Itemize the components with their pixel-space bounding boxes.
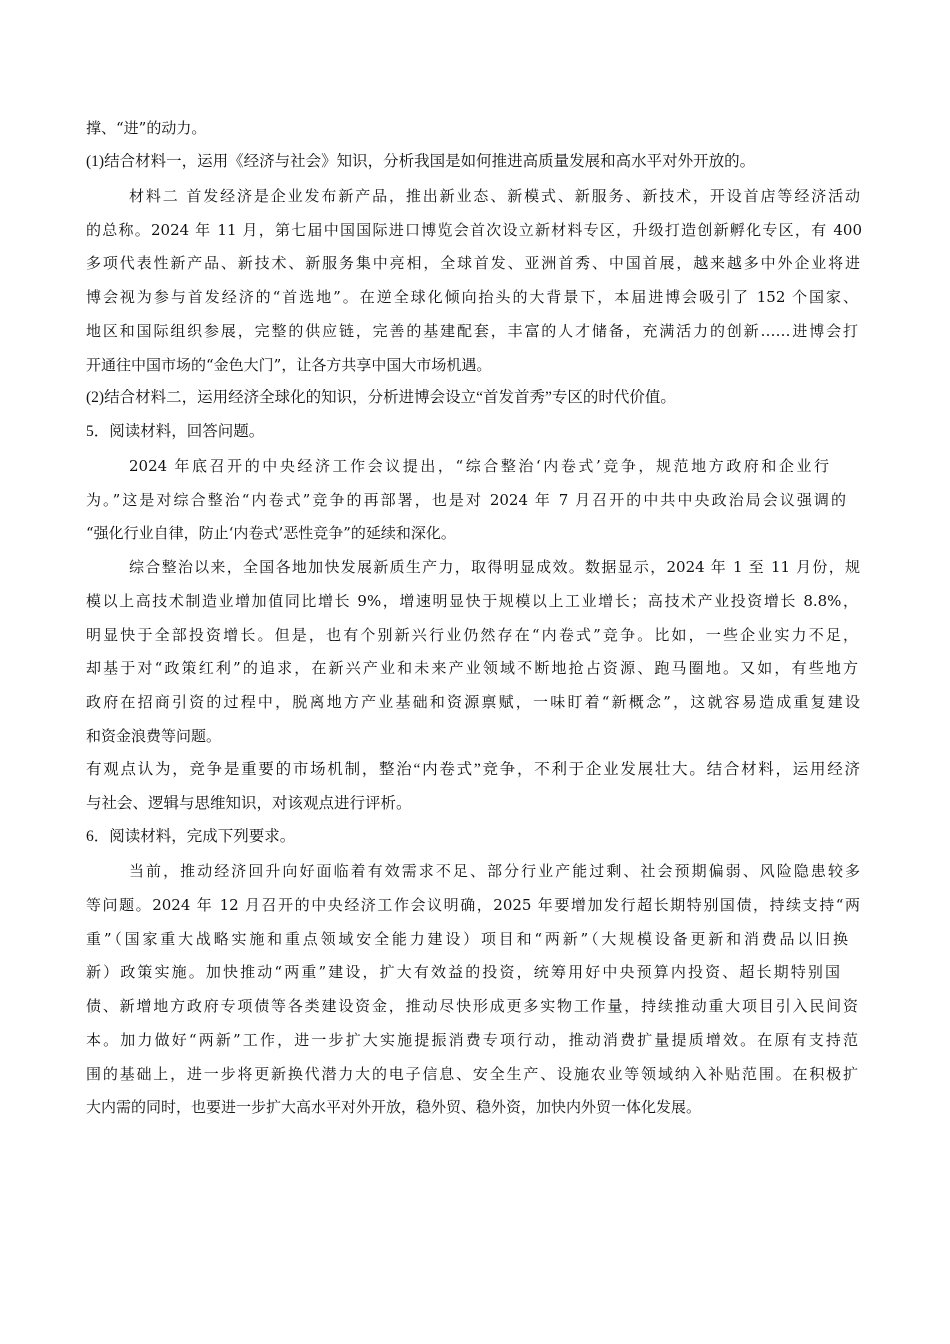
question-5-prompt: 有观点认为，竞争是重要的市场机制，整治“内卷式”竞争，不利于企业发展壮大。结合材料，运用经济	[86, 761, 860, 778]
paragraph-line: 和资金浪费等问题。	[86, 727, 222, 745]
paragraph-line: 政府在招商引资的过程中，脱离地方产业基础和资源禀赋，一味盯着“新概念”，这就容易造成重复建设	[86, 693, 860, 711]
question-5-prompt: 与社会、逻辑与思维知识，对该观点进行评析。	[86, 795, 412, 812]
paragraph-line: 明显快于全部投资增长。但是，也有个别新兴行业仍然存在“内卷式”竞争。比如，一些企业实力不足，	[86, 626, 858, 644]
paragraph-line: 模以上高技术制造业增加值同比增长 9%，增速明显快于规模以上工业增长；高技术产业投资增长 8.8%，	[86, 592, 858, 610]
material-2-line: 材料二 首发经济是企业发布新产品，推出新业态、新模式、新服务、新技术，开设首店等经济活动	[129, 187, 860, 205]
material-2-line: 地区和国际组织参展，完整的供应链，完善的基建配套，丰富的人才储备，充满活力的创新……进博会打	[86, 322, 858, 340]
question-6-heading: 6．阅读材料，完成下列要求。	[86, 828, 296, 845]
question-2: (2)结合材料二，运用经济全球化的知识，分析进博会设立“首发首秀”专区的时代价值。	[86, 389, 676, 406]
paragraph-line: 围的基础上，进一步将更新换代潜力大的电子信息、安全生产、设施农业等领域纳入补贴范围。在积极扩	[86, 1065, 858, 1083]
paragraph-line: 综合整治以来，全国各地加快发展新质生产力，取得明显成效。数据显示，2024 年 1 至 11 月份，规	[129, 558, 860, 576]
paragraph-line: 2024 年底召开的中央经济工作会议提出，“综合整治‘内卷式’竞争，规范地方政府和企业行	[129, 457, 829, 475]
paragraph-line: 重”（国家重大战略实施和重点领域安全能力建设）项目和“两新”（大规模设备更新和消费品以旧换	[86, 930, 848, 948]
material-2-line: 开通往中国市场的“金色大门”，让各方共享中国大市场机遇。	[86, 356, 492, 374]
paragraph-line: 为。”这是对综合整治“内卷式”竞争的再部署，也是对 2024 年 7 月召开的中共中央政治局会议强调的	[86, 491, 846, 509]
paragraph-line: 当前，推动经济回升向好面临着有效需求不足、部分行业产能过剩、社会预期偏弱、风险隐患较多	[129, 862, 860, 880]
paragraph-line: 债、新增地方政府专项债等各类建设资金，推动尽快形成更多实物工作量，持续推动重大项目引入民间资	[86, 997, 858, 1015]
paragraph-line: 等问题。2024 年 12 月召开的中央经济工作会议明确，2025 年要增加发行超长期特别国债，持续支持“两	[86, 896, 860, 914]
paragraph-line: 却基于对“政策红利”的追求，在新兴产业和未来产业领域不断地抢占资源、跑马圈地。又如，有些地方	[86, 659, 858, 677]
material-2-line: 多项代表性新产品、新技术、新服务集中亮相，全球首发、亚洲首秀、中国首展，越来越多中外企业将进	[86, 254, 860, 272]
text-line: 撑、“进”的动力。	[86, 119, 207, 137]
question-5-heading: 5．阅读材料，回答问题。	[86, 423, 265, 440]
paragraph-line: “强化行业自律，防止‘内卷式’恶性竞争”的延续和深化。	[86, 524, 456, 542]
material-2-line: 的总称。2024 年 11 月，第七届中国国际进口博览会首次设立新材料专区，升级打造创新孵化专区，有 400	[86, 221, 862, 239]
material-2-line: 博会视为参与首发经济的“首选地”。在逆全球化倾向抬头的大背景下，本届进博会吸引了 152 个国家、	[86, 288, 858, 306]
paragraph-line: 本。加力做好“两新”工作，进一步扩大实施提振消费专项行动，推动消费扩量提质增效。在原有支持范	[86, 1031, 858, 1049]
paragraph-line: 新）政策实施。加快推动“两重”建设，扩大有效益的投资，统筹用好中央预算内投资、超长期特别国	[86, 963, 840, 981]
question-1: (1)结合材料一，运用《经济与社会》知识，分析我国是如何推进高质量发展和高水平对外开放的。	[86, 153, 756, 170]
paragraph-line: 大内需的同时，也要进一步扩大高水平对外开放，稳外贸、稳外资，加快内外贸一体化发展。	[86, 1098, 702, 1116]
